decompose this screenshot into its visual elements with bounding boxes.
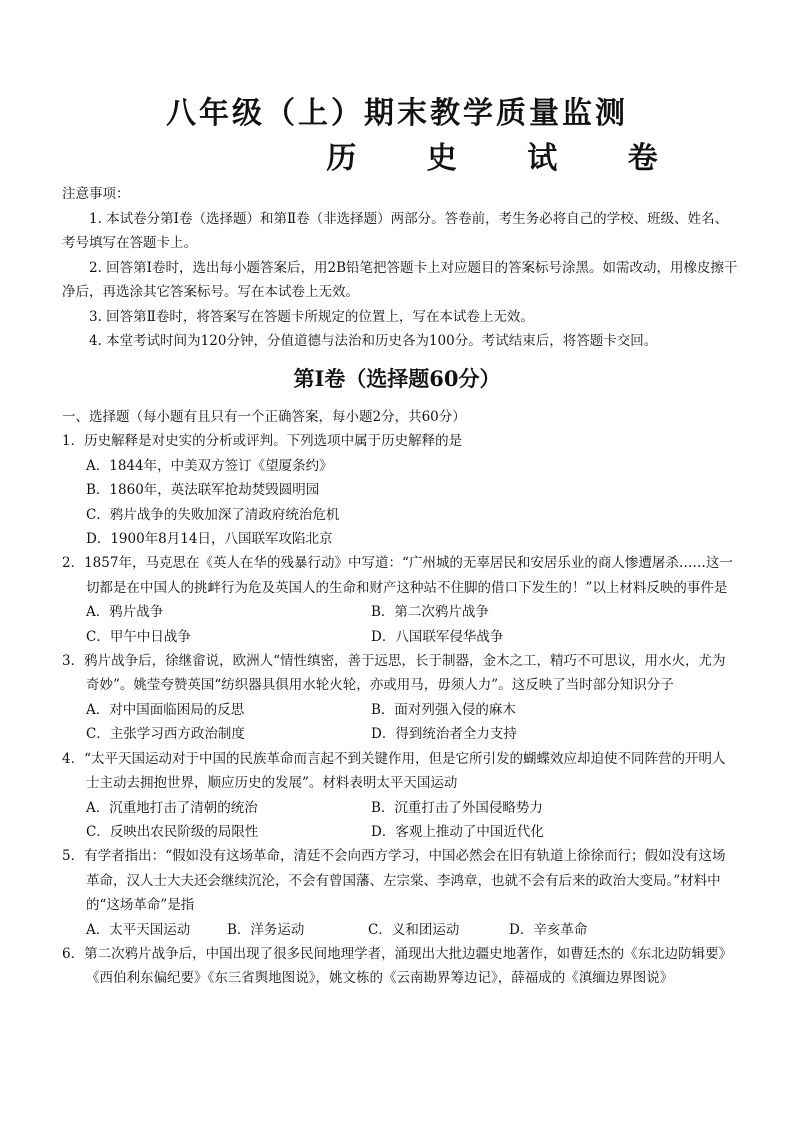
question-stem: 3．鸦片战争后，徐继畲说，欧洲人“情性缜密，善于远思，长于制器，金木之工，精巧不可思议，用水火，尤为奇妙”。姚莹夸赞英国“纺织器具俱用水轮火轮，亦或用马，毋须人力”。这反映了当时部分知识分子 — [62, 653, 726, 694]
option-a: A．对中国面临困局的反思 — [86, 701, 245, 718]
notice-item: 1. 本试卷分第Ⅰ卷（选择题）和第Ⅱ卷（非选择题）两部分。答卷前，考生务必将自己的学校、班级、姓名、考号填写在答题卡上。 — [62, 210, 729, 251]
exam-title: 八年级（上）期末教学质量监测 — [166, 96, 628, 131]
option-c: C．鸦片战争的失败加深了清政府统治危机 — [86, 506, 340, 523]
section-title: 第Ⅰ卷（选择题60分） — [293, 366, 501, 391]
option-d: D．八国联军侵华战争 — [371, 628, 504, 645]
option-b: B．第二次鸦片战争 — [371, 604, 489, 621]
notice-item: 4. 本堂考试时间为120分钟，分值道德与法治和历史各为100分。考试结束后，将答题卡交回。 — [89, 333, 658, 349]
question-stem: 4．“太平天国运动对于中国的民族革命而言起不到关键作用，但是它所引发的蝴蝶效应却迫使不同阵营的开明人士主动去拥抱世界，顺应历史的发展”。材料表明太平天国运动 — [62, 750, 726, 792]
notice-item: 3. 回答第Ⅱ卷时，将答案写在答题卡所规定的位置上，写在本试卷上无效。 — [89, 308, 534, 325]
section-instruction: 一、选择题（每小题有且只有一个正确答案，每小题2分，共60分） — [62, 409, 466, 425]
option-c: C．反映出农民阶级的局限性 — [86, 823, 259, 840]
notice-heading: 注意事项： — [62, 186, 130, 202]
option-a: A．沉重地打击了清朝的统治 — [86, 799, 258, 816]
question-stem: 1．历史解释是对史实的分析或评判。下列选项中属于历史解释的是 — [62, 433, 463, 450]
option-b: B．洋务运动 — [227, 921, 305, 938]
option-b: B．1860年，英法联军抢劫焚毁圆明园 — [86, 482, 320, 499]
option-a: A．鸦片战争 — [86, 604, 164, 621]
question-6 — [62, 942, 738, 991]
exam-subject: 历 史 试 卷 — [326, 141, 688, 176]
option-b: B．沉重打击了外国侵略势力 — [371, 799, 543, 816]
option-d: D．1900年8月14日，八国联军攻陷北京 — [86, 531, 333, 548]
option-d: D．辛亥革命 — [509, 921, 588, 938]
option-c: C．甲午中日战争 — [86, 628, 191, 645]
option-d: D．得到统治者全力支持 — [371, 726, 517, 743]
question-stem: 2．1857年，马克思在《英人在华的残暴行动》中写道：“广州城的无辜居民和安居乐业的商人惨遭屠杀……这一切都是在中国人的挑衅行为危及英国人的生命和财产这种站不住脚的借口下发生的！”以上材料反映的事件是 — [62, 555, 733, 596]
option-b: B．面对列强入侵的麻木 — [371, 701, 516, 718]
questions-list — [62, 405, 738, 991]
notice-block — [62, 182, 738, 354]
option-a: A．太平天国运动 — [86, 921, 191, 938]
question-stem: 5．有学者指出：“假如没有这场革命，清廷不会向西方学习，中国必然会在旧有轨道上徐徐而行；假如没有这场革命，汉人士大夫还会继续沉沦，不会有曾国藩、左宗棠、李鸿章，也就不会有后来的政治大变局。”材料中的“这场革命”是指 — [62, 848, 726, 914]
notice-item: 2. 回答第Ⅰ卷时，选出每小题答案后，用2B铅笔把答题卡上对应题目的答案标号涂黑。如需改动，用橡皮擦干净后，再选涂其它答案标号。写在本试卷上无效。 — [62, 259, 738, 300]
question-2 — [62, 551, 738, 649]
option-a: A．1844年，中美双方签订《望厦条约》 — [86, 457, 333, 474]
question-4 — [62, 747, 738, 845]
option-c: C．主张学习西方政治制度 — [86, 726, 245, 743]
question-5 — [62, 844, 738, 942]
option-c: C．义和团运动 — [368, 921, 460, 938]
question-3 — [62, 649, 738, 747]
question-1 — [62, 429, 738, 551]
question-stem: 6．第二次鸦片战争后，中国出现了很多民间地理学者，涌现出大批边疆史地著作，如曹廷杰的《东北边防辑要》《西伯利东偏纪要》《东三省舆地图说》，姚文栋的《云南勘界筹边记》，薛福成的《滇缅边界图说》 — [62, 945, 733, 987]
option-d: D．客观上推动了中国近代化 — [371, 823, 544, 840]
